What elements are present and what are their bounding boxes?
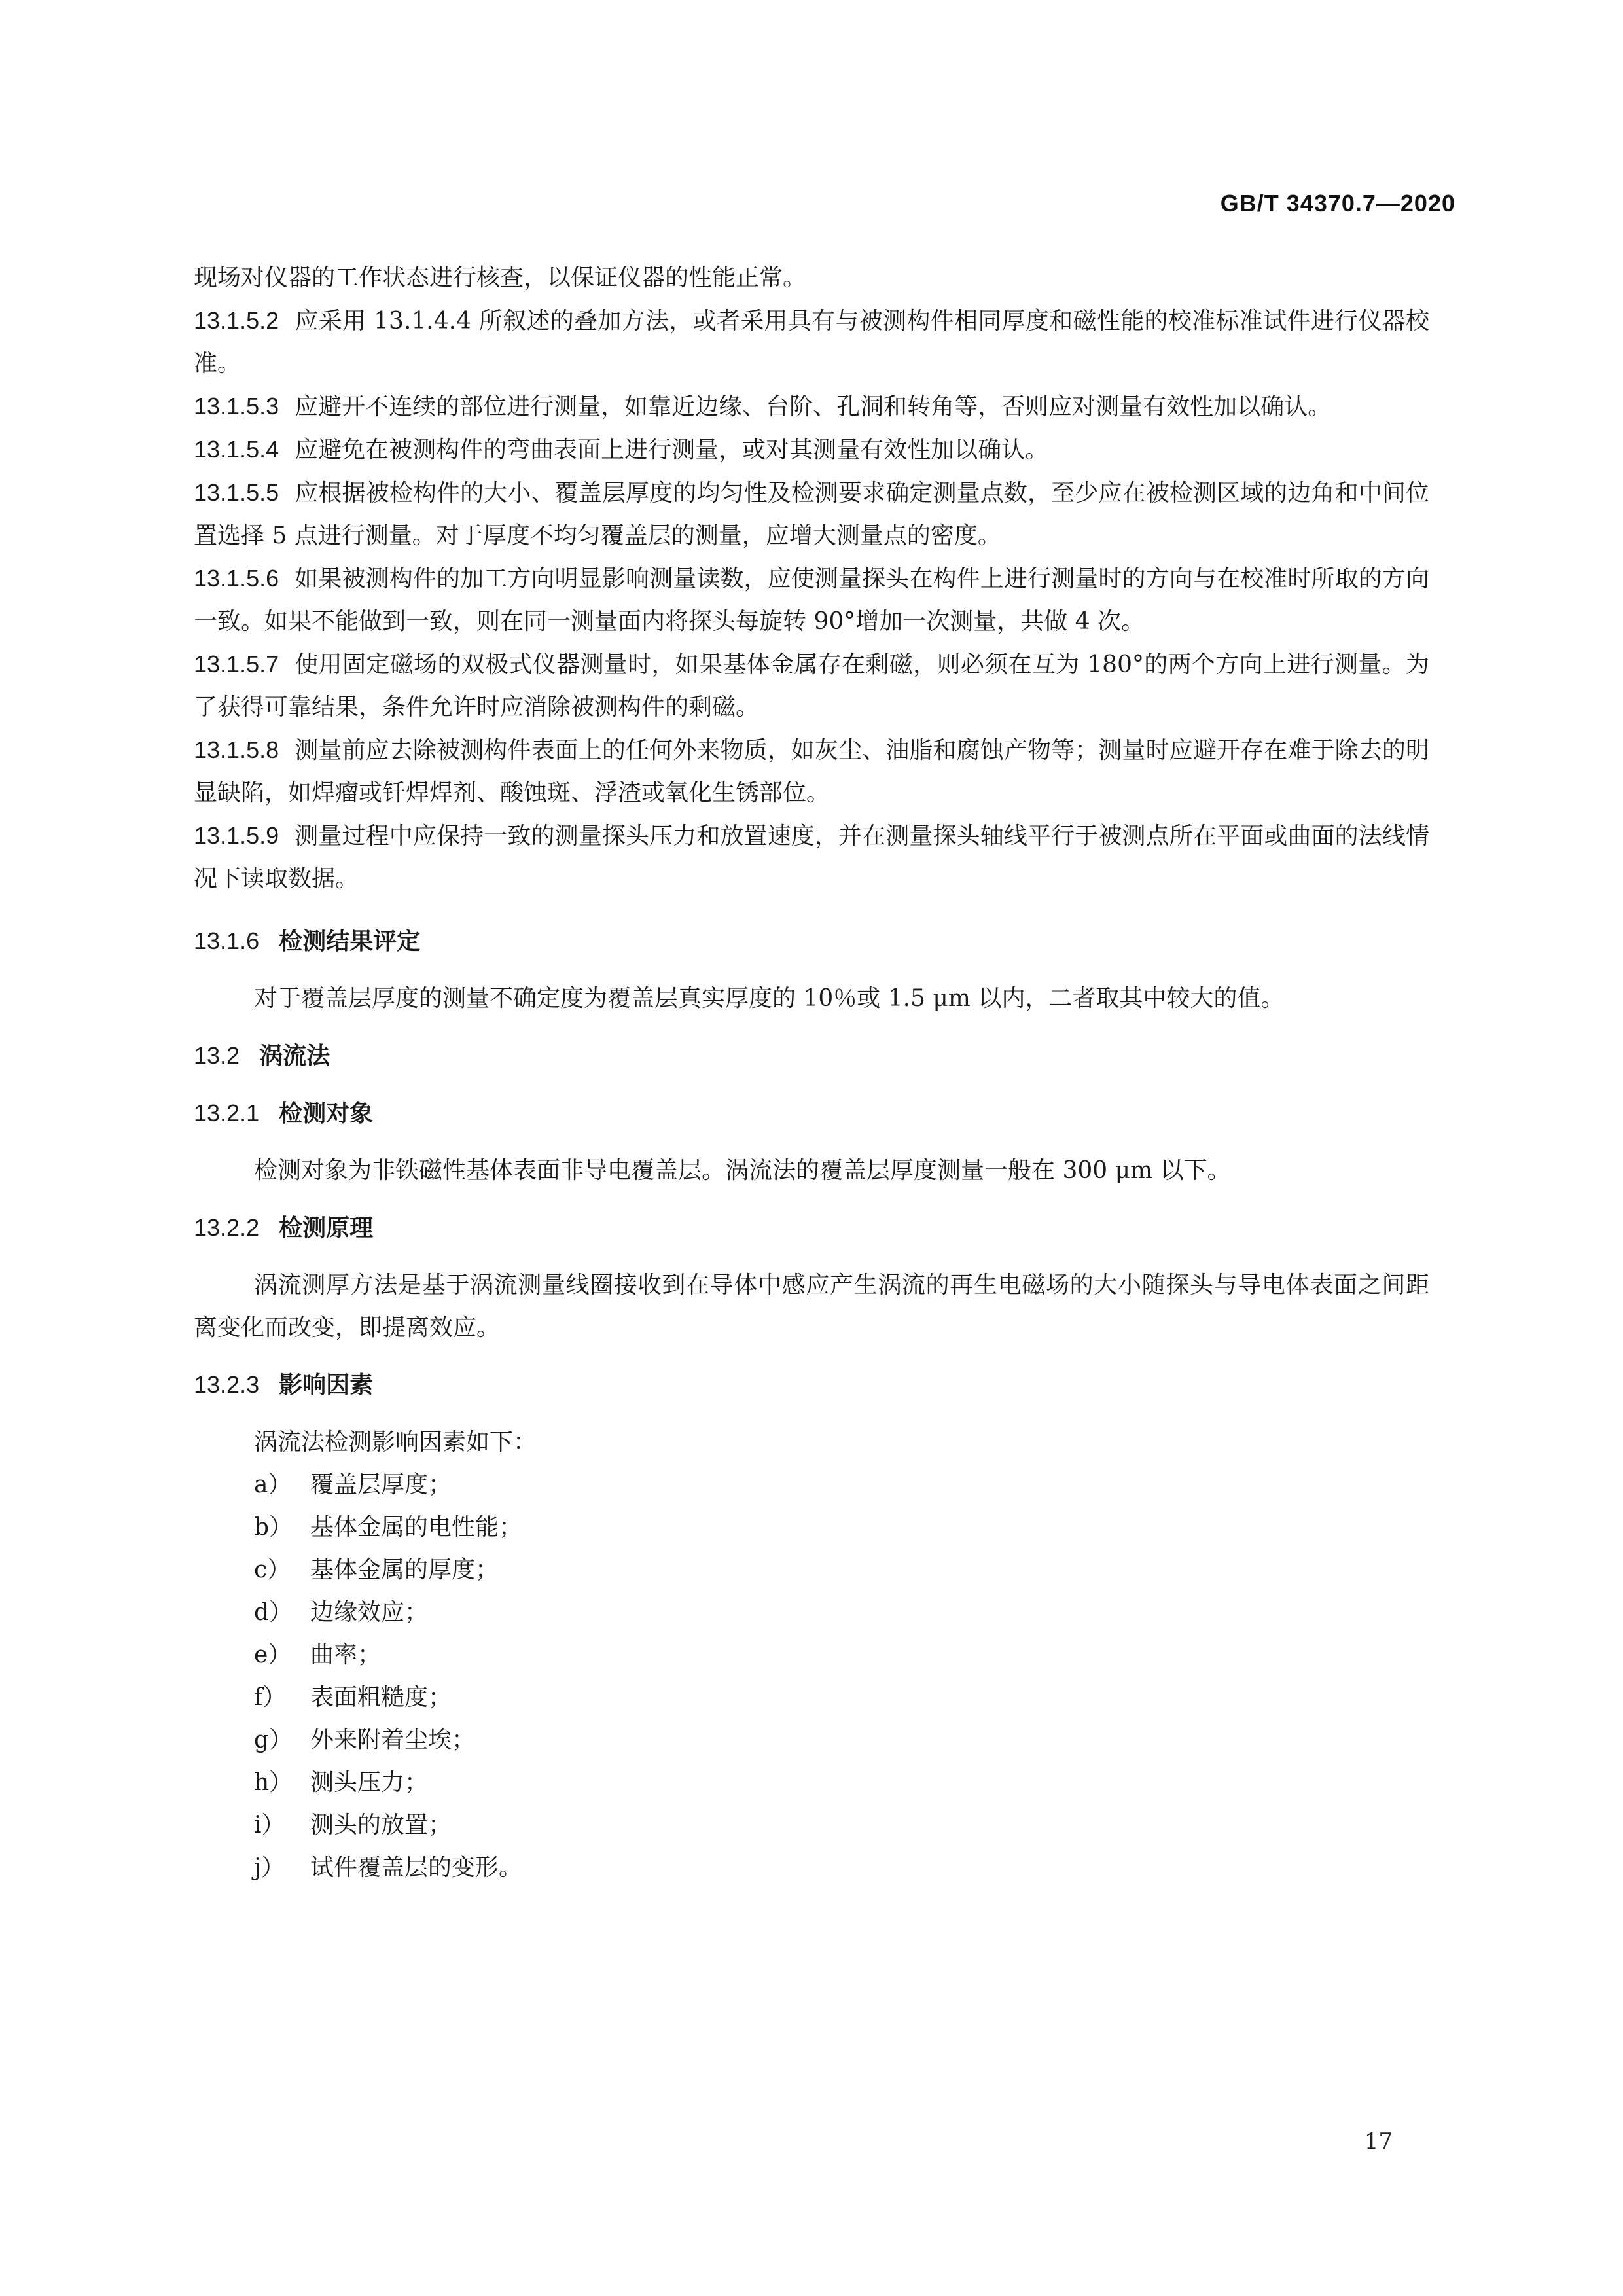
clause-paragraph [194, 643, 1429, 728]
clause-text: 如果被测构件的加工方向明显影响测量读数，应使测量探头在构件上进行测量时的方向与在校准时所取的方向一致。如果不能做到一致，则在同一测量面内将探头每旋转 90°增加一次测量，共做 4 次。 [194, 565, 1429, 635]
heading-number: 13.2 [194, 1042, 240, 1069]
spacer [194, 1135, 1429, 1149]
list-marker: c） [254, 1556, 291, 1583]
list-item [194, 1591, 1429, 1634]
spacer [194, 1192, 1429, 1206]
list-marker: d） [254, 1599, 293, 1626]
paragraph-13-2-2: 涡流测厚方法是基于涡流测量线圈接收到在导体中感应产生涡流的再生电磁场的大小随探头与导电体表面之间距离变化而改变，即提离效应。 [194, 1272, 1429, 1341]
spacer [194, 1407, 1429, 1421]
clause-text: 应避免在被测构件的弯曲表面上进行测量，或对其测量有效性加以确认。 [294, 437, 1049, 463]
list-marker: b） [254, 1514, 293, 1541]
clause-paragraph [194, 814, 1429, 900]
clause-paragraph [194, 471, 1429, 557]
clause-paragraph [194, 728, 1429, 814]
heading-title: 检测原理 [279, 1215, 374, 1242]
list-item [194, 1804, 1429, 1846]
clause-number: 13.1.5.7 [194, 651, 279, 677]
standard-code-header: GB/T 34370.7—2020 [1220, 190, 1455, 217]
spacer [194, 1020, 1429, 1034]
spacer [194, 900, 1429, 920]
list-marker: e） [254, 1641, 292, 1668]
list-text: 边缘效应； [310, 1599, 429, 1626]
list-text: 试件覆盖层的变形。 [310, 1854, 523, 1881]
heading-number: 13.2.3 [194, 1371, 260, 1398]
clause-number: 13.1.5.2 [194, 307, 279, 334]
list-text: 测头压力； [310, 1769, 429, 1796]
clause-number: 13.1.5.3 [194, 393, 279, 420]
list-text: 基体金属的电性能； [310, 1514, 523, 1541]
clause-paragraph [194, 428, 1429, 471]
heading-title: 影响因素 [279, 1372, 374, 1399]
list-marker: i） [254, 1812, 285, 1839]
list-item [194, 1676, 1429, 1719]
list-marker: f） [254, 1684, 287, 1711]
clause-number: 13.1.5.8 [194, 736, 279, 763]
list-text: 覆盖层厚度； [310, 1471, 452, 1498]
list-text: 表面粗糙度； [310, 1684, 452, 1711]
spacer [194, 1349, 1429, 1363]
heading-title: 检测结果评定 [279, 928, 421, 955]
body-text [194, 257, 1429, 1889]
section-heading-13-1-6 [194, 920, 1429, 963]
list-item [194, 1463, 1429, 1506]
page-number: 17 [1364, 2128, 1393, 2155]
clause-text: 测量前应去除被测构件表面上的任何外来物质，如灰尘、油脂和腐蚀产物等；测量时应避开存在难于除去的明显缺陷，如焊瘤或钎焊焊剂、酸蚀斑、浮渣或氧化生锈部位。 [194, 737, 1429, 806]
paragraph-13-1-6: 对于覆盖层厚度的测量不确定度为覆盖层真实厚度的 10％或 1.5 μm 以内，二者取其中较大的值。 [254, 985, 1285, 1012]
paragraph-13-2-3: 涡流法检测影响因素如下： [254, 1429, 537, 1456]
list-marker: g） [254, 1727, 293, 1753]
list-marker: j） [254, 1854, 285, 1881]
clause-text: 应避开不连续的部位进行测量，如靠近边缘、台阶、孔洞和转角等，否则应对测量有效性加以确认。 [294, 393, 1332, 420]
section-heading-13-2-3 [194, 1363, 1429, 1407]
heading-title: 涡流法 [259, 1043, 330, 1069]
clause-number: 13.1.5.4 [194, 436, 279, 463]
heading-number: 13.1.6 [194, 927, 260, 954]
list-item [194, 1549, 1429, 1591]
section-heading-13-2-1 [194, 1092, 1429, 1135]
section-heading-13-2-2 [194, 1206, 1429, 1249]
clause-text: 测量过程中应保持一致的测量探头压力和放置速度，并在测量探头轴线平行于被测点所在平面或曲面的法线情况下读取数据。 [194, 823, 1429, 892]
clause-text: 应采用 13.1.4.4 所叙述的叠加方法，或者采用具有与被测构件相同厚度和磁性能的校准标准试件进行仪器校准。 [194, 308, 1429, 377]
heading-number: 13.2.2 [194, 1214, 260, 1241]
list-item [194, 1761, 1429, 1804]
clause-paragraph [194, 299, 1429, 385]
list-item [194, 1846, 1429, 1889]
clause-paragraph [194, 557, 1429, 643]
clause-number: 13.1.5.9 [194, 822, 279, 849]
spacer [194, 1249, 1429, 1264]
intro-paragraph: 现场对仪器的工作状态进行核查，以保证仪器的性能正常。 [194, 264, 807, 291]
clause-number: 13.1.5.5 [194, 479, 279, 506]
clause-text: 应根据被检构件的大小、覆盖层厚度的均匀性及检测要求确定测量点数，至少应在被检测区域的边角和中间位置选择 5 点进行测量。对于厚度不均匀覆盖层的测量，应增大测量点的密度。 [194, 480, 1429, 549]
list-text: 曲率； [310, 1641, 382, 1668]
list-text: 测头的放置； [310, 1812, 452, 1839]
list-text: 基体金属的厚度； [310, 1556, 499, 1583]
spacer [194, 1077, 1429, 1092]
clause-paragraph [194, 385, 1429, 428]
list-item [194, 1634, 1429, 1676]
list-marker: a） [254, 1471, 292, 1498]
clause-number: 13.1.5.6 [194, 565, 279, 592]
list-item [194, 1506, 1429, 1549]
heading-title: 检测对象 [279, 1100, 374, 1127]
section-heading-13-2 [194, 1034, 1429, 1077]
heading-number: 13.2.1 [194, 1100, 260, 1126]
list-item [194, 1719, 1429, 1761]
list-marker: h） [254, 1769, 293, 1796]
list-text: 外来附着尘埃； [310, 1727, 476, 1753]
clause-text: 使用固定磁场的双极式仪器测量时，如果基体金属存在剩磁，则必须在互为 180°的两个方向上进行测量。为了获得可靠结果，条件允许时应消除被测构件的剩磁。 [194, 651, 1429, 721]
spacer [194, 963, 1429, 977]
paragraph-13-2-1: 检测对象为非铁磁性基体表面非导电覆盖层。涡流法的覆盖层厚度测量一般在 300 μm 以下。 [254, 1157, 1231, 1184]
